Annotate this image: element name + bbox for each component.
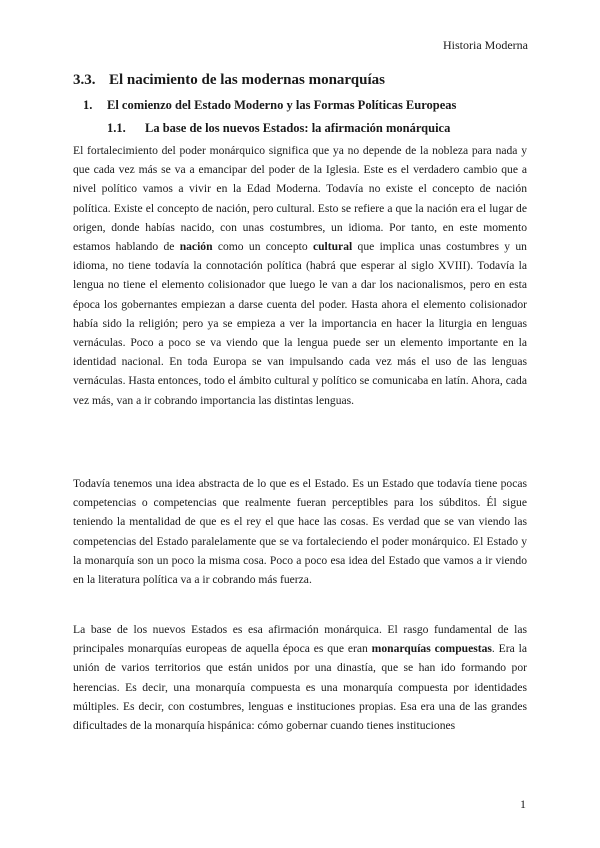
paragraph-1-text-c: que implica unas costumbres y un idioma, no tiene todavía la connotación política (habrá que esperar al siglo XVIII). Todavía la lengua no tiene el elemento colisionador que luego le van a dar los nacionalismos, pero en esta época los gobernantes empiezan a darse cuenta del poder. Hasta ahora el elemento colisionador había sido la religión; pero ya se empieza a ver la importancia en hacer la liturgia en lenguas vernáculas. Poco a poco se va viendo que la lengua puede ser un elemento importante en la identidad nacional. En toda Europa se van impulsando cada vez más el uso de las lenguas vernáculas. Hasta entonces, todo el ámbito cultural y político se comunicaba en latín. Ahora, cada vez más, van a ir cobrando importancia las distintas lenguas. (73, 240, 527, 407)
subsection-number: 1. (83, 98, 93, 112)
paragraph-3-text-a: La base de los nuevos Estados es esa afirmación monárquica. El rasgo fundamental de las principales monarquías europeas de aquella época es que eran (73, 623, 527, 656)
subsubsection-number: 1.1. (107, 121, 126, 135)
page-number: 1 (520, 797, 526, 811)
paragraph-1-text-a: El fortalecimiento del poder monárquico significa que ya no depende de la nobleza para nada y que cada vez más se va a emancipar del poder de la Iglesia. Este es el verdadero cambio que a nivel político vamos a vivir en la Edad Moderna. Todavía no existe el concepto de nación política. Existe el concepto de nación, pero cultural. Esto se refiere a que la nación era el lugar de origen, donde habías nacido, con unas costumbres, un idioma. Por tanto, en este momento estamos hablando de (73, 144, 527, 254)
term-monarquias-compuestas: monarquías compuestas (371, 642, 492, 656)
term-nacion: nación (179, 240, 213, 254)
term-cultural: cultural (312, 240, 353, 254)
subsection-title: El comienzo del Estado Moderno y las Formas Políticas Europeas (107, 98, 457, 112)
paragraph-1 (73, 141, 527, 410)
section-title: El nacimiento de las modernas monarquías (109, 72, 385, 88)
paragraph-3 (73, 620, 527, 735)
subsubsection-heading (107, 121, 450, 136)
running-header: Historia Moderna (443, 38, 528, 52)
paragraph-2: Todavía tenemos una idea abstracta de lo que es el Estado. Es un Estado que todavía tiene pocas competencias o competencias que realmente fueran perceptibles para los súbditos. Él sigue teniendo la mentalidad de que es el rey el que hace las cosas. Es verdad que se van viendo las competencias del Estado paralelamente que se va fortaleciendo el poder monárquico. El Estado y la monarquía son un poco la misma cosa. Poco a poco esa idea del Estado que vamos a ir viendo en la literatura política va a ir cobrando más fuerza. (73, 477, 527, 587)
section-number: 3.3. (73, 72, 96, 88)
paragraph-3-text-b: . Era la unión de varios territorios que están unidos por una dinastía, que se han ido formando por herencias. Es decir, una monarquía compuesta es una monarquía compuesta por identidades múltiples. Es decir, con costumbres, lenguas e instituciones propias. Esa era una de las grandes dificultades de la monarquía hispánica: cómo gobernar cuando tienes instituciones (73, 642, 527, 733)
paragraph-1-text-b: como un concepto (212, 240, 313, 254)
subsection-heading (83, 98, 456, 113)
subsubsection-title: La base de los nuevos Estados: la afirmación monárquica (145, 121, 451, 135)
section-heading (73, 72, 385, 89)
